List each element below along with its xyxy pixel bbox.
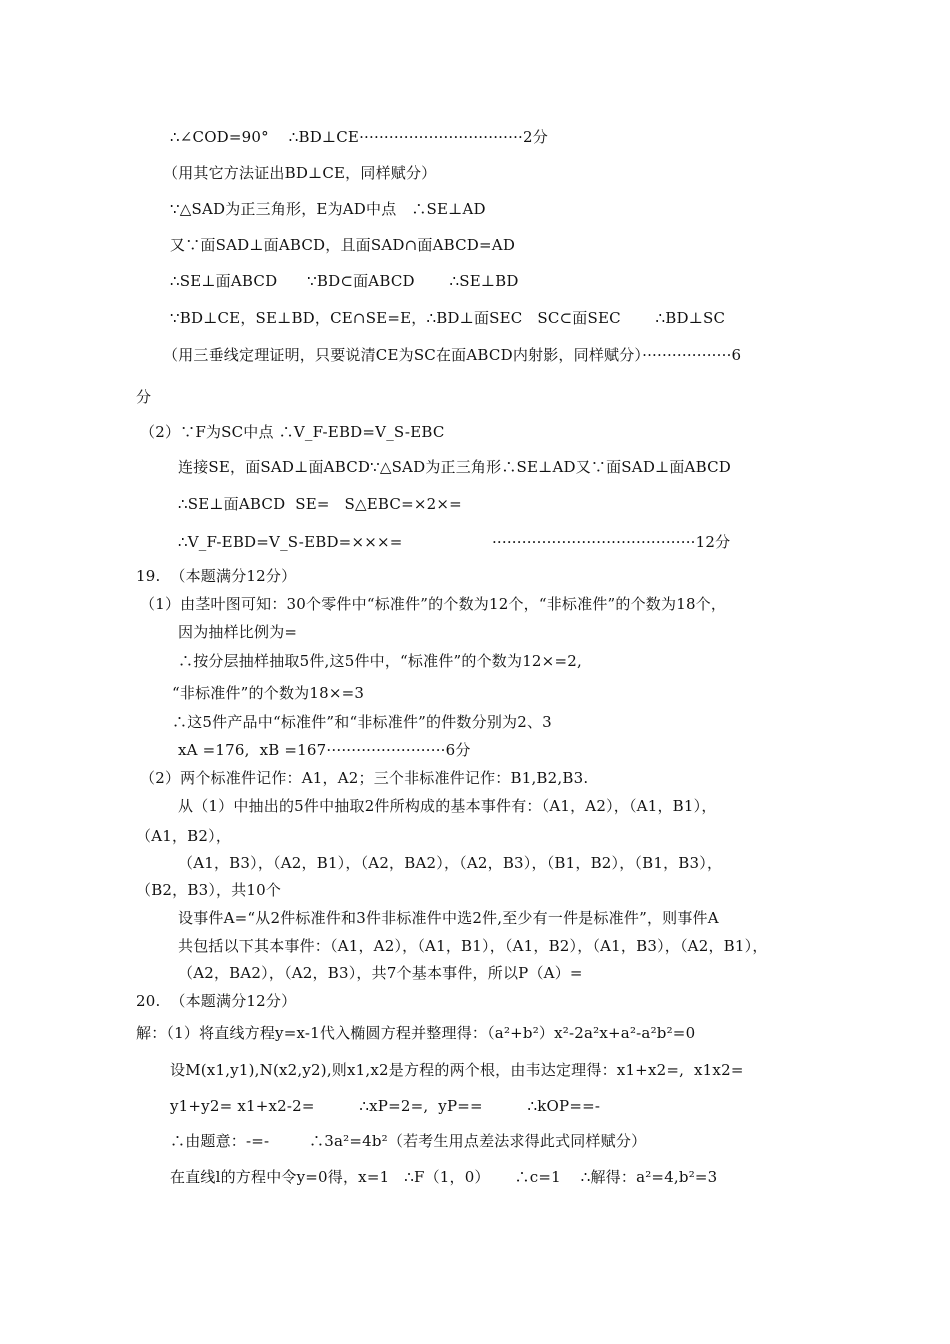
text-line: ∵BD⊥CE，SE⊥BD，CE∩SE=E，∴BD⊥面SEC SC⊂面SEC ∴BD⊥SC — [170, 309, 726, 327]
text-line: 设事件A=“从2件标准件和3件非标准件中选2件,至少有一件是标准件”，则事件A — [178, 909, 719, 927]
text-line: ∴SE⊥面ABCD SE= S△EBC=×2×= — [178, 495, 462, 513]
text-line: xA =176, xB =167························6分 — [178, 741, 471, 759]
text-line: 分 — [136, 388, 152, 406]
text-line: ∵△SAD为正三角形，E为AD中点 ∴SE⊥AD — [170, 200, 486, 218]
text-line: （用三垂线定理证明，只要说清CE为SC在面ABCD内射影，同样赋分）··················6 — [163, 346, 742, 364]
text-line: ∴∠COD=90° ∴BD⊥CE·································2分 — [170, 128, 548, 146]
section-heading: 19. （本题满分12分） — [136, 567, 297, 585]
text-line: （1）由茎叶图可知：30个零件中“标准件”的个数为12个，“非标准件”的个数为18个， — [140, 595, 727, 613]
text-line: 设M(x1,y1),N(x2,y2),则x1,x2是方程的两个根，由韦达定理得：x1+x2=, x1x2= — [170, 1061, 744, 1079]
text-line: （2）∵F为SC中点 ∴V_F-EBD=V_S-EBC — [140, 423, 445, 441]
text-line: 在直线l的方程中令y=0得，x=1 ∴F（1，0） ∴c=1 ∴解得：a²=4,b²=3 — [170, 1168, 718, 1186]
text-line: ∴这5件产品中“标准件”和“非标准件”的件数分别为2、3 — [172, 713, 552, 731]
text-line: （用其它方法证出BD⊥CE，同样赋分） — [163, 164, 437, 182]
text-line: y1+y2= x1+x2-2= ∴xP=2=, yP== ∴kOP==- — [170, 1097, 601, 1115]
text-line: （A1，B2）， — [136, 827, 232, 845]
text-line: 因为抽样比例为= — [178, 623, 298, 641]
text-line: （2）两个标准件记作：A1，A2；三个非标准件记作：B1,B2,B3. — [140, 769, 589, 787]
text-line: ∴由题意：-=- ∴3a²=4b²（若考生用点差法求得此式同样赋分） — [170, 1132, 647, 1150]
text-line: 共包括以下其本事件：（A1，A2），（A1，B1），（A1，B2），（A1，B3），（A2，B1）， — [178, 937, 768, 955]
text-line: （A1，B3），（A2，B1），（A2，BA2），（A2，B3），（B1，B2），（B1，B3）， — [178, 854, 723, 872]
text-line: 解：（1）将直线方程y=x-1代入椭圆方程并整理得：（a²+b²）x²-2a²x+a²-a²b²=0 — [136, 1024, 696, 1042]
text-line: （B2，B3），共10个 — [136, 881, 282, 899]
text-line: ∴按分层抽样抽取5件,这5件中，“标准件”的个数为12×=2, — [178, 652, 582, 670]
text-line: ∴SE⊥面ABCD ∵BD⊂面ABCD ∴SE⊥BD — [170, 272, 519, 290]
text-line: “非标准件”的个数为18×=3 — [172, 684, 365, 702]
text-line: ∴V_F-EBD=V_S-EBD=×××= ·········································12分 — [178, 533, 731, 551]
section-heading: 20. （本题满分12分） — [136, 992, 297, 1010]
text-line: （A2，BA2），（A2，B3），共7个基本事件，所以P（A）= — [178, 964, 583, 982]
text-line: 从（1）中抽出的5件中抽取2件所构成的基本事件有：（A1，A2），（A1，B1）， — [178, 797, 717, 815]
text-line: 连接SE，面SAD⊥面ABCD∵△SAD为正三角形∴SE⊥AD又∵面SAD⊥面ABCD — [178, 458, 731, 476]
text-line: 又∵面SAD⊥面ABCD，且面SAD∩面ABCD=AD — [170, 236, 516, 254]
